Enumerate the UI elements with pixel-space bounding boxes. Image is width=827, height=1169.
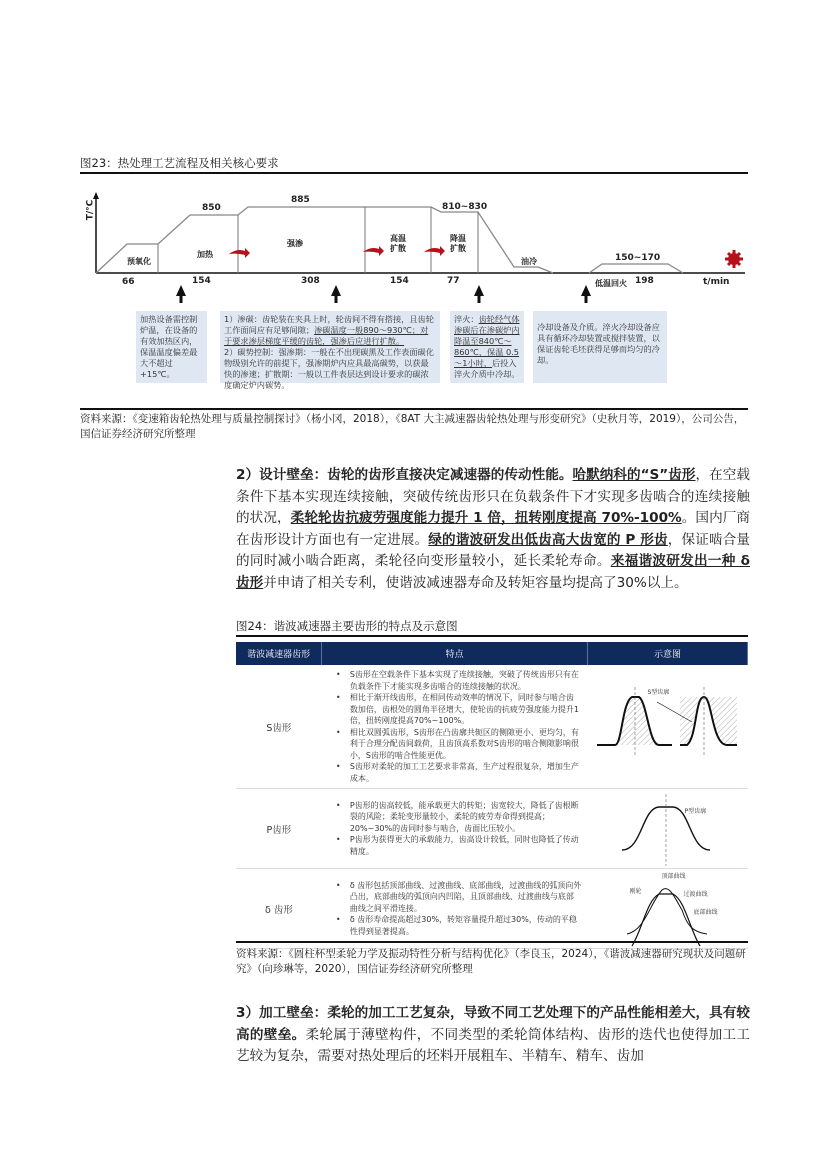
text: ，在空载条件下基本实现连续接触，突破传统齿形只在负载条件下才实现多齿啮合的连续接触的状况， (236, 467, 750, 527)
gear-icon (725, 250, 743, 268)
up-arrow-icons (176, 285, 591, 303)
duration-label: 308 (301, 276, 320, 286)
stage-label: 扩散 (450, 244, 466, 253)
x-axis-label: t/min (703, 277, 730, 287)
table-row (236, 869, 748, 949)
divider (236, 941, 748, 943)
stage-label: 加热 (197, 250, 213, 259)
box-text: 1）渗碳：齿轮装在夹具上时，轮齿间不得有搭接，且齿轮工作面间应有足够间隙； (224, 314, 434, 335)
tempering-profile (589, 264, 683, 273)
temp-label: 150~170 (615, 253, 661, 263)
temp-label: 885 (291, 195, 310, 205)
figure-23-title: 图23：热处理工艺流程及相关核心要求 (80, 156, 279, 170)
table-row (236, 789, 748, 869)
box-text: 后投入淬火介质中冷却。 (454, 358, 520, 379)
feature-item: • S齿形对柔轮的加工工艺要求非常高，生产过程很复杂，增加生产成本。 (336, 761, 582, 784)
delta-profile-diagram (587, 869, 747, 949)
requirement-box-carburizing (220, 311, 440, 390)
temperature-profile (96, 207, 553, 273)
stage-label: 高温 (390, 234, 406, 243)
feature-item: • δ 齿形包括顶部曲线、过渡曲线、底部曲线，过渡曲线的弧顶向外凸出，底部曲线的弧顶向内凹陷，且顶部曲线、过渡曲线与底部曲线之间平滑连接。 (336, 880, 582, 915)
bold-text: 3）加工壁垒：柔轮的加工工艺复杂，导致不同工艺处理下的产品性能相差大，具有较高的壁垒。 (236, 1005, 750, 1043)
red-arrow-icons (229, 246, 445, 258)
feature-item: • 相比于渐开线齿形，在相同传动效率的情况下，同时参与啮合齿数加倍，齿根处的圆角半径增大，使轮齿的抗疲劳强度能力提升1倍，扭转刚度提高70%~100%。 (336, 692, 582, 727)
feature-item: • 相比双圆弧齿形，S齿形在凸齿廓共轭区的侧隙更小、更均匀，有利于合理分配齿间载荷，且齿顶高系数对S齿形的啮合侧隙影响很小，S齿形的啮合性能更优。 (336, 727, 582, 762)
s-profile-diagram (587, 665, 747, 789)
bold-underlined-text: 柔轮轮齿抗疲劳强度能力提升 1 倍，扭转刚度提高 70%-100% (290, 510, 682, 527)
figure-24-source: 资料来源：《圆柱杯型柔轮力学及振动特性分析与结构优化》（李良玉，2024），《谐波减速器研究现状及问题研究》（向珍琳等，2020），国信证券经济研究所整理 (236, 948, 746, 975)
duration-label: 66 (122, 277, 135, 287)
tooth-profile-table (236, 642, 748, 949)
temp-label: 810~830 (442, 202, 488, 212)
figure-23-source: 资料来源：《变速箱齿轮热处理与质量控制探讨》（杨小冈，2018），《8AT 大主减速器齿轮热处理与形变研究》（史秋月等，2019），公司公告，国信证券经济研究所整理 (80, 413, 745, 440)
duration-label: 154 (390, 276, 409, 286)
paragraph-design-barrier (236, 465, 750, 595)
bold-text: 2）设计壁垒：齿轮的齿形直接决定减速器的传动性能。 (236, 467, 573, 483)
table-header (236, 642, 748, 665)
diagram-label: 顶部曲线 (661, 873, 686, 880)
text: ，保证啮合量的同时减小啮合距离，柔轮径向变形量较小，延长柔轮寿命。 (236, 531, 750, 570)
p-profile-diagram (587, 789, 747, 869)
bold-underlined-text: 来福谐波研发出一种 δ 齿形 (236, 553, 750, 591)
duration-label: 198 (635, 276, 654, 286)
table-row (236, 665, 748, 789)
box-text: 2）碳势控制：强渗期：一般在不出现碳黑及工作表面碳化物级别允许的前提下，强渗期炉内应具最高碳势，以获最快的渗速；扩散期：一般以工件表层达到设计要求的碳浓度确定炉内碳势。 (224, 347, 434, 390)
paragraph-processing-barrier (236, 1003, 750, 1068)
diagram-label: 刚轮 (629, 888, 642, 895)
divider (80, 408, 748, 410)
requirement-box-quenching (450, 311, 524, 383)
header-cell: 示意图 (587, 642, 747, 665)
header-cell: 谐波减速器齿形 (236, 642, 322, 665)
feature-item: • S齿形在空载条件下基本实现了连续接触，突破了传统齿形只有在负载条件下才能实现多齿啮合的连续接触的状况。 (336, 669, 582, 692)
profile-name: δ 齿形 (236, 869, 322, 949)
stage-label: 油冷 (521, 257, 537, 266)
bold-underlined-text: 绿的谐波研发出低齿高大齿宽的 P 形齿 (428, 531, 668, 548)
box-text: 淬火： (454, 314, 479, 324)
requirement-box-heating: 加热设备需控制炉温，在设备的有效加热区内，保温温度偏差最大不超过+15℃。 (136, 311, 207, 383)
text: 并申请了相关专利，使谐波减速器寿命及转矩容量均提高了30%以上。 (263, 574, 688, 591)
diagram-label: 过渡曲线 (683, 891, 708, 898)
box-text-underlined: 齿轮经气体渗碳后在渗碳炉内降温至840℃～860℃，保温 0.5～1小时， (454, 314, 520, 368)
diagram-label: P型齿廓 (684, 808, 707, 815)
temp-label: 850 (202, 203, 221, 213)
bold-underlined-text: 哈默纳科的“S”齿形 (572, 467, 696, 483)
feature-item: • P齿形的齿高较低，能承载更大的转矩；齿宽较大，降低了齿根断裂的风险；柔轮变形量较小，柔轮的疲劳寿命得到提高；20%~30%的齿同时参与啮合，齿面比压较小。 (336, 800, 582, 835)
figure-24-title: 图24：谐波减速器主要齿形的特点及示意图 (236, 619, 458, 633)
text: 。国内厂商在齿形设计方面也有一定进展。 (236, 510, 751, 548)
requirement-box-cooling: 冷却设备及介质。淬火冷却设备应具有循环冷却装置或搅拌装置，以保证齿轮毛坯获得足够而均匀的冷却。 (533, 311, 667, 383)
header-cell: 特点 (322, 642, 588, 665)
text: 柔轮属于薄壁构件，不同类型的柔轮筒体结构、齿形的迭代也使得加工工艺较为复杂，需要对热处理后的坯料开展粗车、半精车、精车、齿加 (236, 1026, 751, 1065)
stage-label: 预氧化 (127, 257, 151, 266)
stage-label: 降温 (450, 234, 466, 243)
stage-label: 扩散 (390, 244, 406, 253)
duration-label: 154 (192, 276, 211, 286)
profile-name: S齿形 (236, 665, 322, 789)
feature-item: • P齿形为获得更大的承载能力，齿高设计较低，同时也降低了传动精度。 (336, 834, 582, 857)
feature-item: • δ 齿形寿命提高超过30%，转矩容量提升超过30%，传动的平稳性得到显著提高。 (336, 914, 582, 937)
stage-label: 强渗 (287, 239, 303, 248)
y-axis-label: T/°C (85, 199, 96, 221)
stage-label: 低温回火 (595, 279, 627, 288)
divider (236, 635, 748, 637)
box-text-underlined: 渗碳温度一般890～930℃；对于要求渗层梯度平缓的齿轮，强渗后应进行扩散。 (224, 325, 429, 346)
diagram-label: 底部曲线 (693, 909, 718, 916)
heat-treatment-process-diagram (0, 0, 827, 310)
profile-name: P齿形 (236, 789, 322, 869)
diagram-label: S型齿廓 (647, 689, 670, 696)
duration-label: 77 (447, 276, 460, 286)
